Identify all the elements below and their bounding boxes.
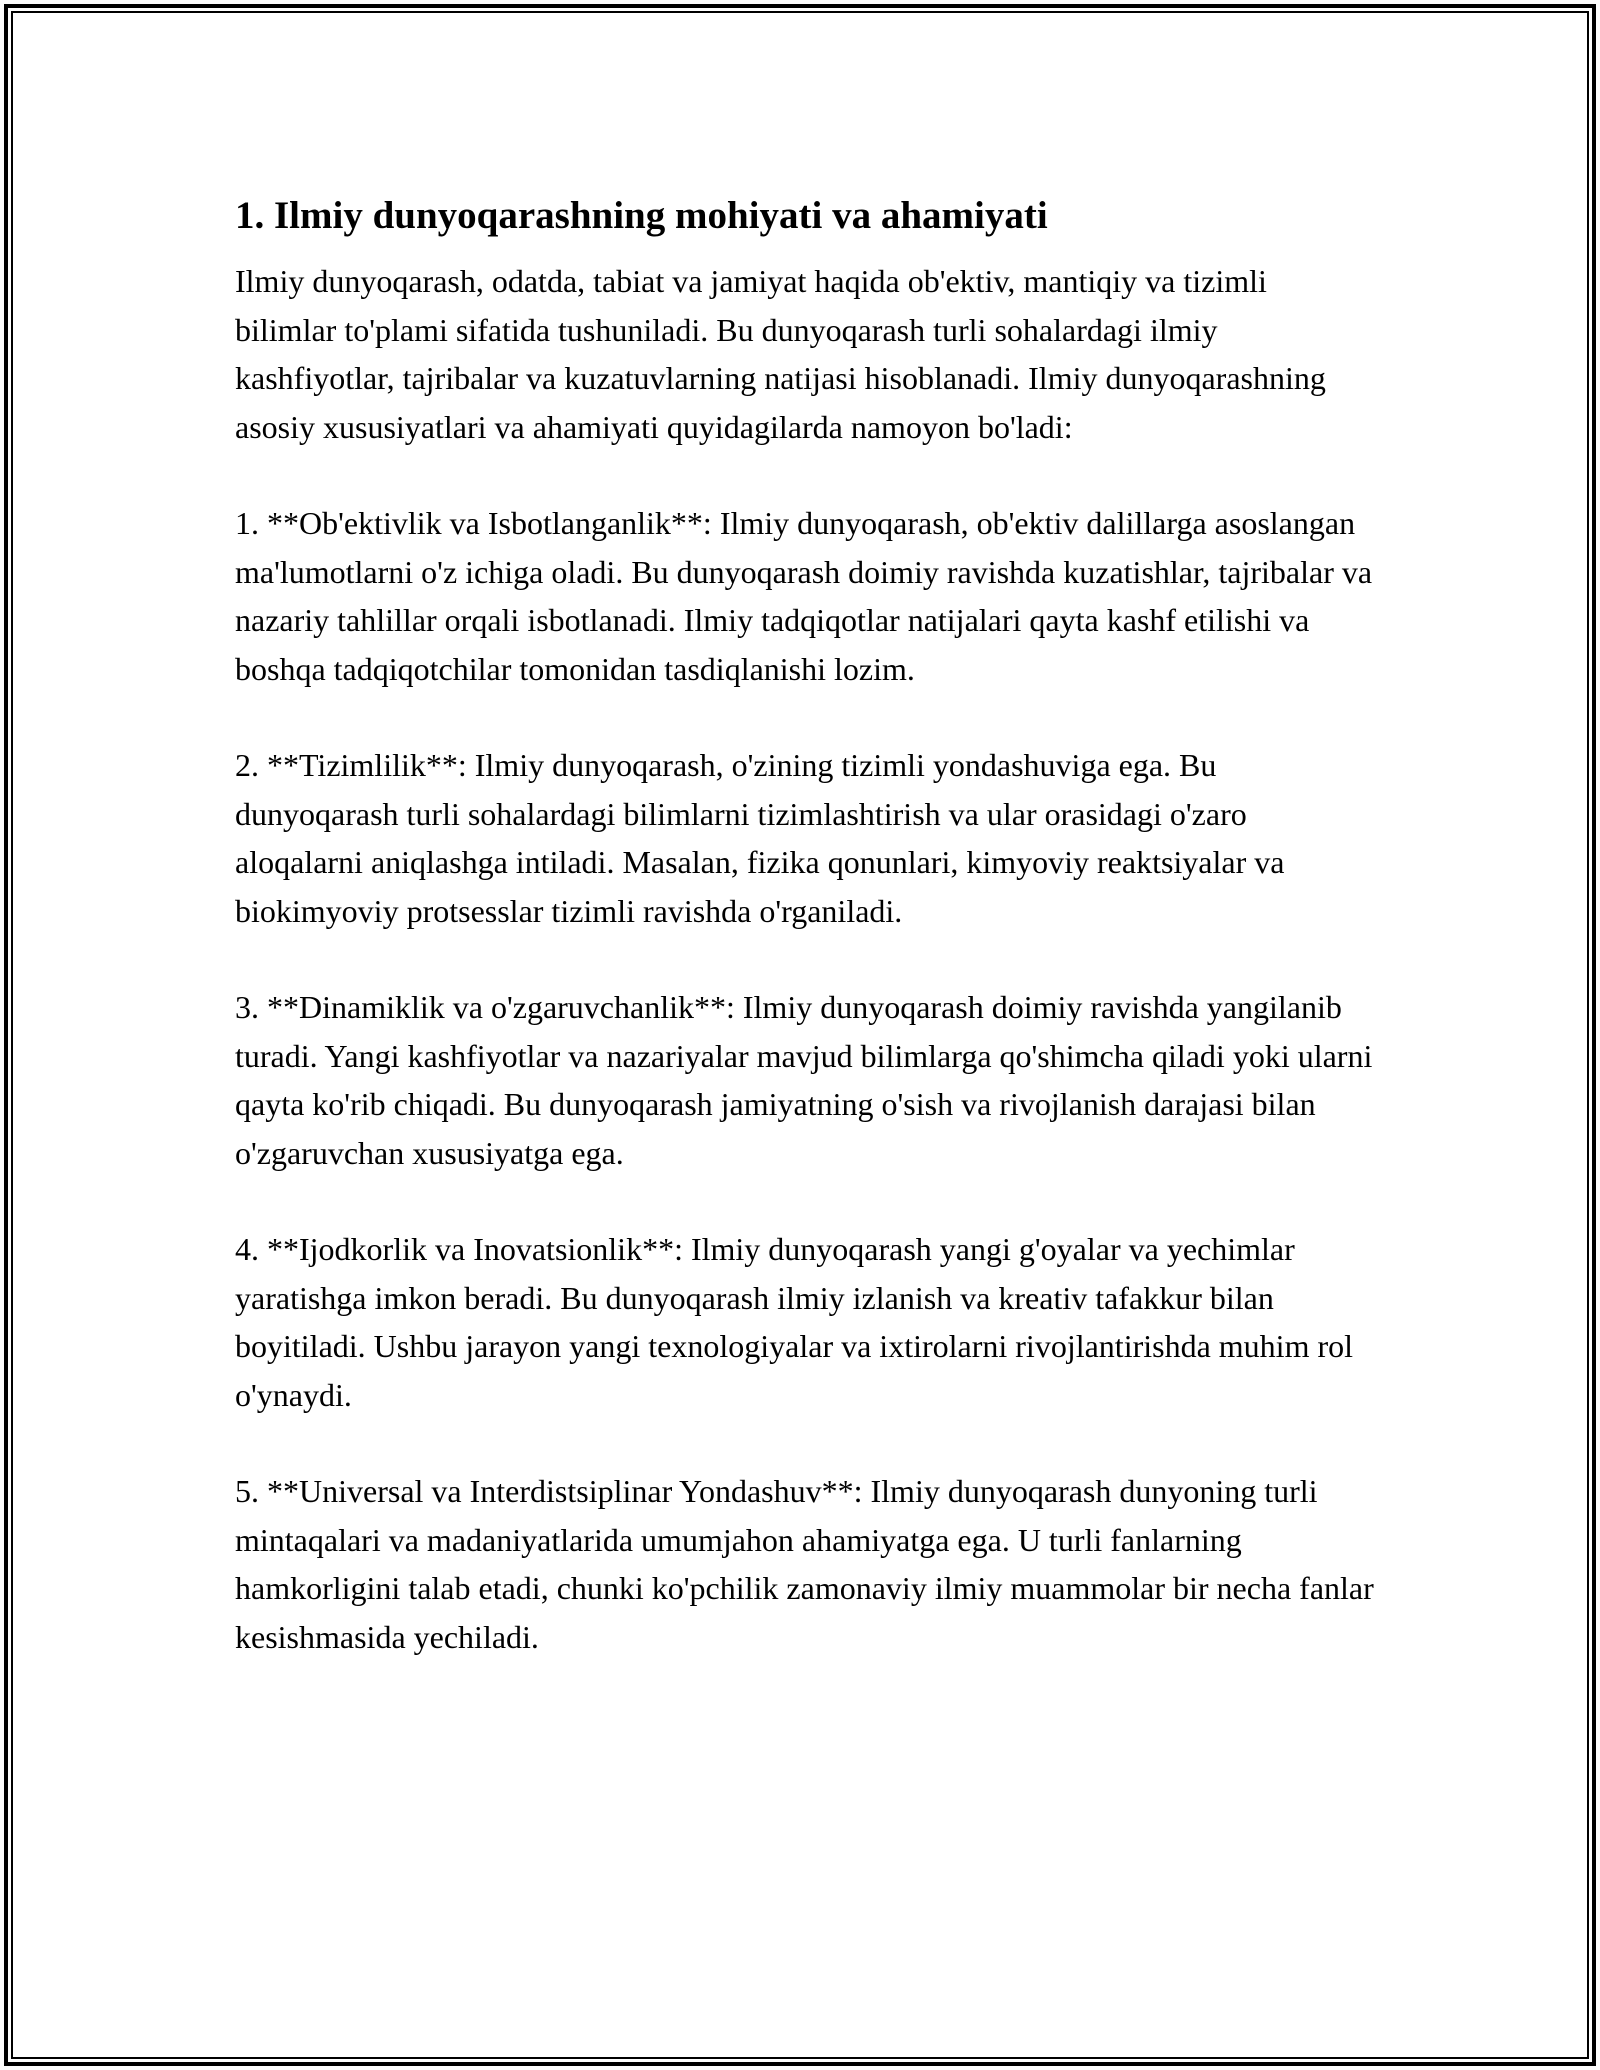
list-item-dynamism: 3. **Dinamiklik va o'zgaruvchanlik**: Ilmiy dunyoqarash doimiy ravishda yangilanib turadi. Yangi kashfiyotlar va nazariyalar mavjud bilimlarga qo'shimcha qiladi yoki ularni qayta ko'rib chiqadi. Bu dunyoqarash jamiyatning o'sish va rivojlanish darajasi bilan o'zgaruvchan xususiyatga ega.: [235, 989, 1373, 1171]
intro-paragraph: Ilmiy dunyoqarash, odatda, tabiat va jamiyat haqida ob'ektiv, mantiqiy va tizimli bilimlar to'plami sifatida tushuniladi. Bu dunyoqarash turli sohalardagi ilmiy kashfiyotlar, tajribalar va kuzatuvlarning natijasi hisoblanadi. Ilmiy dunyoqarashning asosiy xususiyatlari va ahamiyati quyidagilarda namoyon bo'ladi:: [235, 263, 1326, 445]
list-item-objectivity: 1. **Ob'ektivlik va Isbotlanganlik**: Ilmiy dunyoqarash, ob'ektiv dalillarga asoslangan ma'lumotlarni o'z ichiga oladi. Bu dunyoqarash doimiy ravishda kuzatishlar, tajribalar va nazariy tahlillar orqali isbotlanadi. Ilmiy tadqiqotlar natijalari qayta kashf etilishi va boshqa tadqiqotchilar tomonidan tasdiqlanishi lozim.: [235, 505, 1373, 687]
list-item-systematicity: 2. **Tizimlilik**: Ilmiy dunyoqarash, o'zining tizimli yondashuviga ega. Bu dunyoqarash turli sohalardagi bilimlarni tizimlashtirish va ular orasidagi o'zaro aloqalarni aniqlashga intiladi. Masalan, fizika qonunlari, kimyoviy reaktsiyalar va biokimyoviy protsesslar tizimli ravishda o'rganiladi.: [235, 747, 1285, 929]
section-heading: 1. Ilmiy dunyoqarashning mohiyati va ahamiyati: [235, 194, 1048, 237]
document-body: [235, 185, 1375, 1661]
list-item-universality: 5. **Universal va Interdistsiplinar Yondashuv**: Ilmiy dunyoqarash dunyoning turli mintaqalari va madaniyatlarida umumjahon ahamiyatga ega. U turli fanlarning hamkorligini talab etadi, chunki ko'pchilik zamonaviy ilmiy muammolar bir necha fanlar kesishmasida yechiladi.: [235, 1473, 1374, 1655]
list-item-creativity: 4. **Ijodkorlik va Inovatsionlik**: Ilmiy dunyoqarash yangi g'oyalar va yechimlar yaratishga imkon beradi. Bu dunyoqarash ilmiy izlanish va kreativ tafakkur bilan boyitiladi. Ushbu jarayon yangi texnologiyalar va ixtirolarni rivojlantirishda muhim rol o'ynaydi.: [235, 1231, 1353, 1413]
